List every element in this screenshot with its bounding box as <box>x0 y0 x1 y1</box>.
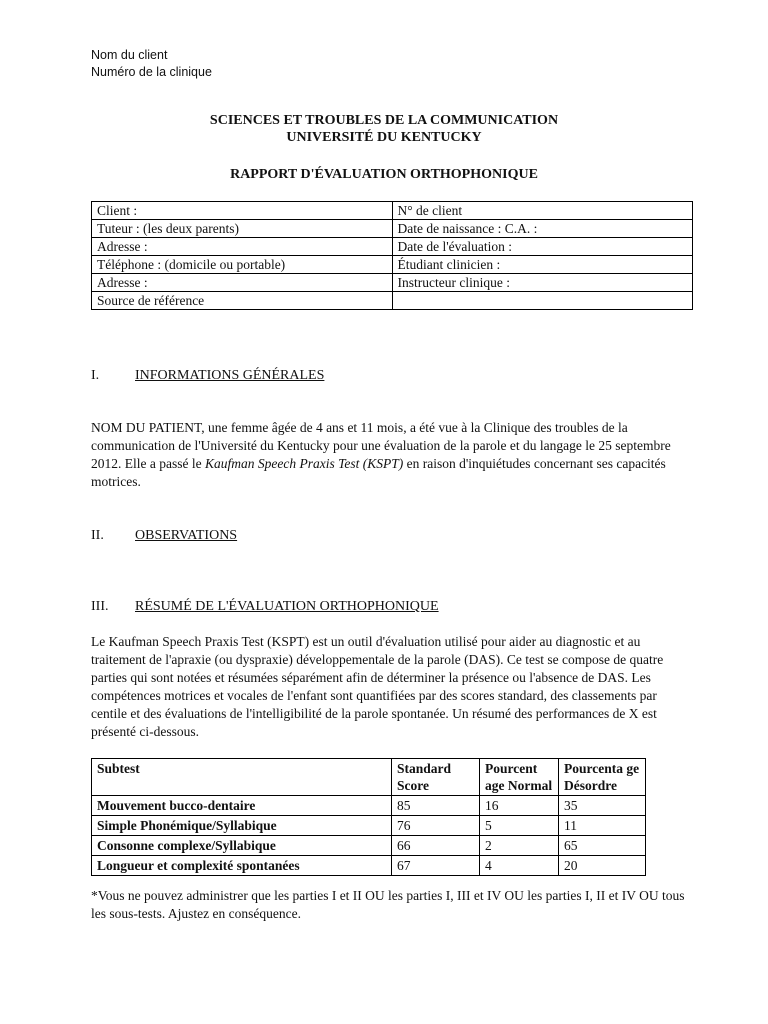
table-cell: 85 <box>392 796 480 816</box>
table-cell: 35 <box>559 796 646 816</box>
table-row <box>92 816 646 836</box>
table-cell <box>392 292 693 310</box>
table-cell: 4 <box>480 856 559 876</box>
table-cell: Date de l'évaluation : <box>392 238 693 256</box>
column-header: Subtest <box>92 759 392 796</box>
table-cell: Consonne complexe/Syllabique <box>92 836 392 856</box>
table-cell: N° de client <box>392 202 693 220</box>
general-info-paragraph <box>91 419 691 491</box>
section-title: RÉSUMÉ DE L'ÉVALUATION ORTHOPHONIQUE <box>135 599 439 614</box>
general-info-text: NOM DU PATIENT, une femme âgée de 4 ans et 11 mois, a été vue à la Clinique des troubles de la communication de l'Université du Kentucky pour une évaluation de la parole et du langage le 25 septembre 2012. Elle a passé le <box>91 420 671 471</box>
table-cell: 67 <box>392 856 480 876</box>
client-name-label: Nom du client <box>91 48 168 62</box>
section-heading-general-info <box>91 367 324 385</box>
section-title: INFORMATIONS GÉNÉRALES <box>135 368 325 383</box>
footnote: *Vous ne pouvez administrer que les parties I et II OU les parties I, III et IV OU les parties I, II et IV OU tous les sous-tests. Ajustez en conséquence. <box>91 888 685 921</box>
table-cell: 65 <box>559 836 646 856</box>
table-cell: Date de naissance : C.A. : <box>392 220 693 238</box>
table-row <box>92 292 693 310</box>
column-header: Pourcenta ge Désordre <box>559 759 646 796</box>
table-cell: 66 <box>392 836 480 856</box>
table-cell: Mouvement bucco-dentaire <box>92 796 392 816</box>
table-cell: Adresse : <box>92 238 393 256</box>
table-cell: Adresse : <box>92 274 393 292</box>
section-heading-summary <box>91 598 439 616</box>
table-cell: Client : <box>92 202 393 220</box>
report-title: RAPPORT D'ÉVALUATION ORTHOPHONIQUE <box>230 167 538 182</box>
department-title: SCIENCES ET TROUBLES DE LA COMMUNICATION <box>209 113 559 128</box>
table-cell: Étudiant clinicien : <box>392 256 693 274</box>
table-cell: 2 <box>480 836 559 856</box>
table-cell: Source de référence <box>92 292 393 310</box>
table-cell: 11 <box>559 816 646 836</box>
table-header-row <box>92 759 646 796</box>
table-cell: Téléphone : (domicile ou portable) <box>92 256 393 274</box>
test-name-italic: Kaufman Speech Praxis Test (KSPT) <box>204 456 404 471</box>
table-cell: 20 <box>559 856 646 876</box>
scores-table <box>91 758 646 876</box>
table-row <box>92 238 693 256</box>
section-heading-observations <box>91 527 237 545</box>
table-cell: Tuteur : (les deux parents) <box>92 220 393 238</box>
table-row <box>92 256 693 274</box>
clinic-number-label: Numéro de la clinique <box>91 65 212 79</box>
table-row <box>92 836 646 856</box>
university-title: UNIVERSITÉ DU KENTUCKY <box>286 130 482 145</box>
table-cell: Longueur et complexité spontanées <box>92 856 392 876</box>
section-title: OBSERVATIONS <box>135 528 238 543</box>
table-cell: 76 <box>392 816 480 836</box>
client-info-table <box>91 201 693 310</box>
column-header: Standard Score <box>392 759 480 796</box>
table-cell: Simple Phonémique/Syllabique <box>92 816 392 836</box>
section-number: II. <box>91 528 104 543</box>
section-number: I. <box>91 368 100 383</box>
general-info-text-end: en raison d'inquiétudes concernant ses capacités motrices. <box>91 456 666 489</box>
section-number: III. <box>91 599 109 614</box>
summary-paragraph: Le Kaufman Speech Praxis Test (KSPT) est un outil d'évaluation utilisé pour aider au diagnostic et au traitement de l'apraxie (ou dyspraxie) développementale de la parole (DAS). Ce test se compose de quatre parties qui sont notées et résumées séparément afin de déterminer la présence ou l'absence de DAS. Les compétences motrices et vocales de l'enfant sont quantifiées par des scores standard, des classements par centile et des évaluations de l'intelligibilité de la parole spontanée. Un résumé des performances de X est présenté ci-dessous. <box>91 634 664 739</box>
table-cell: 16 <box>480 796 559 816</box>
table-row <box>92 796 646 816</box>
table-row <box>92 856 646 876</box>
table-row <box>92 202 693 220</box>
table-cell: 5 <box>480 816 559 836</box>
column-header: Pourcent age Normal <box>480 759 559 796</box>
table-row <box>92 274 693 292</box>
header-meta <box>91 47 212 81</box>
table-row <box>92 220 693 238</box>
table-cell: Instructeur clinique : <box>392 274 693 292</box>
